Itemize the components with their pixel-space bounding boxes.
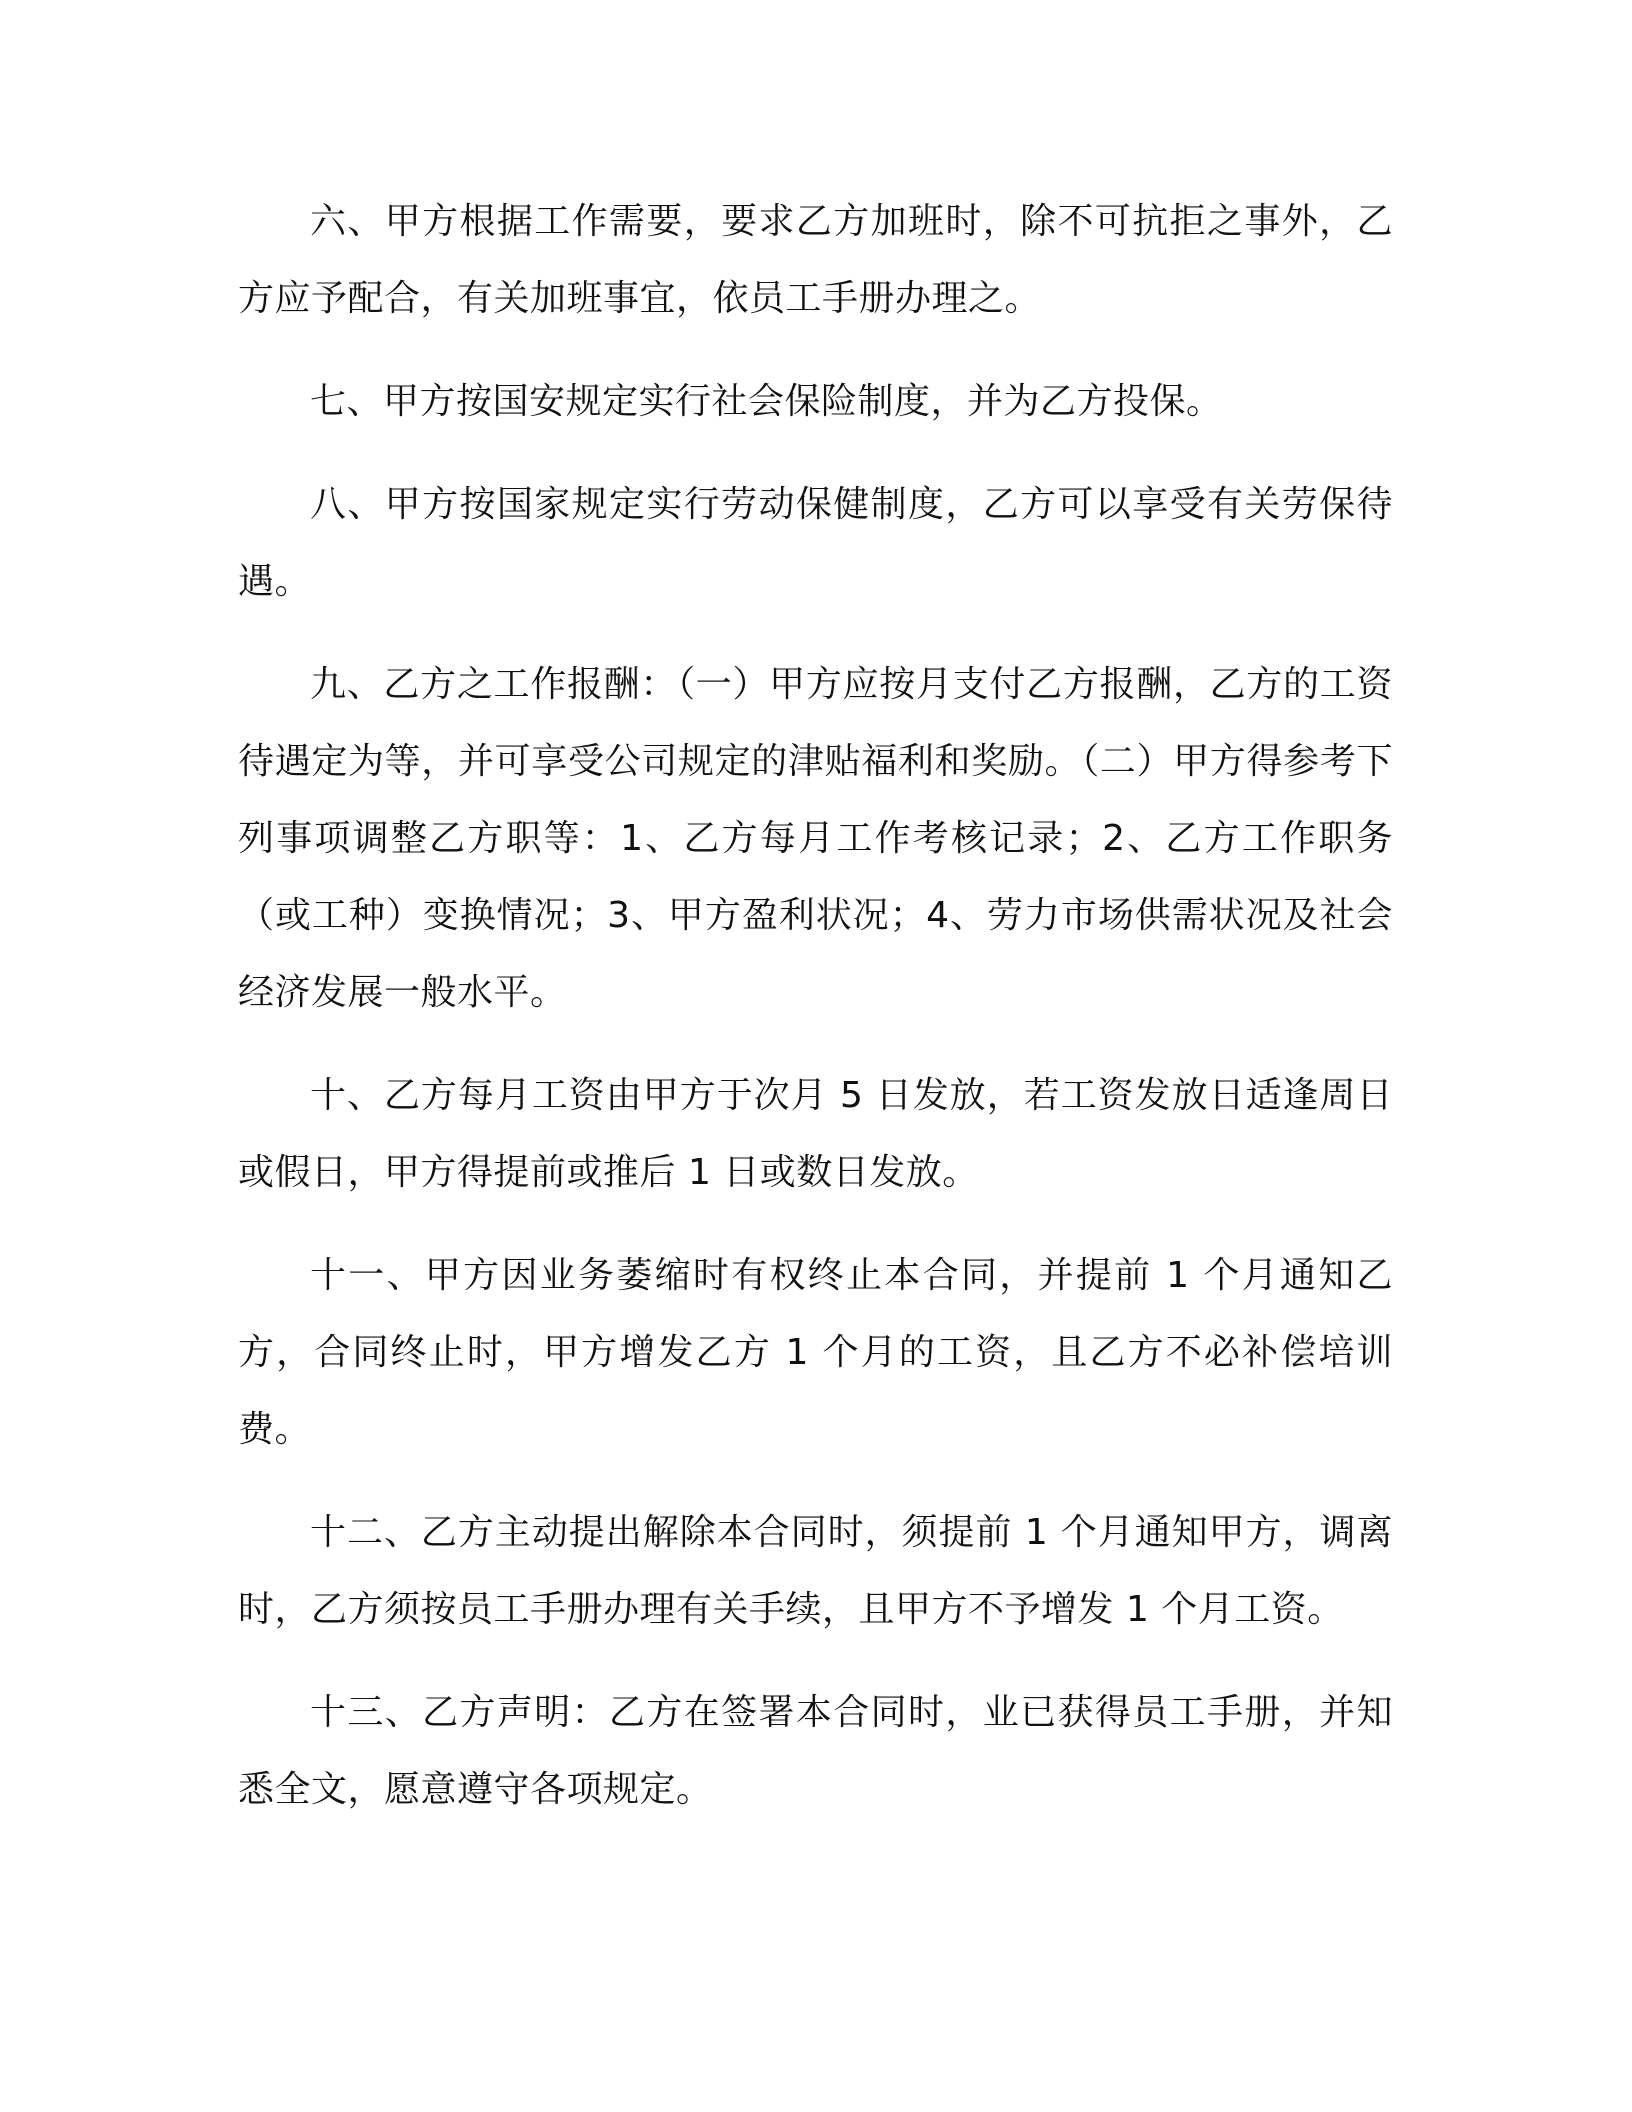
clause-8: 八、甲方按国家规定实行劳动保健制度，乙方可以享受有关劳保待遇。 [238,484,1393,602]
clause-11: 十一、甲方因业务萎缩时有权终止本合同，并提前 1 个月通知乙方，合同终止时，甲方增发乙方 1 个月的工资，且乙方不必补偿培训费。 [238,1255,1393,1450]
clause-9: 九、乙方之工作报酬：（一）甲方应按月支付乙方报酬，乙方的工资待遇定为等，并可享受公司规定的津贴福利和奖励。（二）甲方得参考下列事项调整乙方职等：1、乙方每月工作考核记录；2、乙方工作职务（或工种）变换情况；3、甲方盈利状况；4、劳力市场供需状况及社会经济发展一般水平。 [238,664,1393,1013]
clause-12: 十二、乙方主动提出解除本合同时，须提前 1 个月通知甲方，调离时，乙方须按员工手册办理有关手续，且甲方不予增发 1 个月工资。 [238,1512,1393,1630]
clause-7: 七、甲方按国安规定实行社会保险制度，并为乙方投保。 [310,381,1223,422]
clause-6: 六、甲方根据工作需要，要求乙方加班时，除不可抗拒之事外，乙方应予配合，有关加班事宜，依员工手册办理之。 [238,201,1393,319]
clause-13: 十三、乙方声明：乙方在签署本合同时，业已获得员工手册，并知悉全文，愿意遵守各项规定。 [238,1692,1393,1810]
contract-body [238,183,1393,1854]
clause-10: 十、乙方每月工资由甲方于次月 5 日发放，若工资发放日适逢周日或假日，甲方得提前或推后 1 日或数日发放。 [238,1075,1393,1193]
